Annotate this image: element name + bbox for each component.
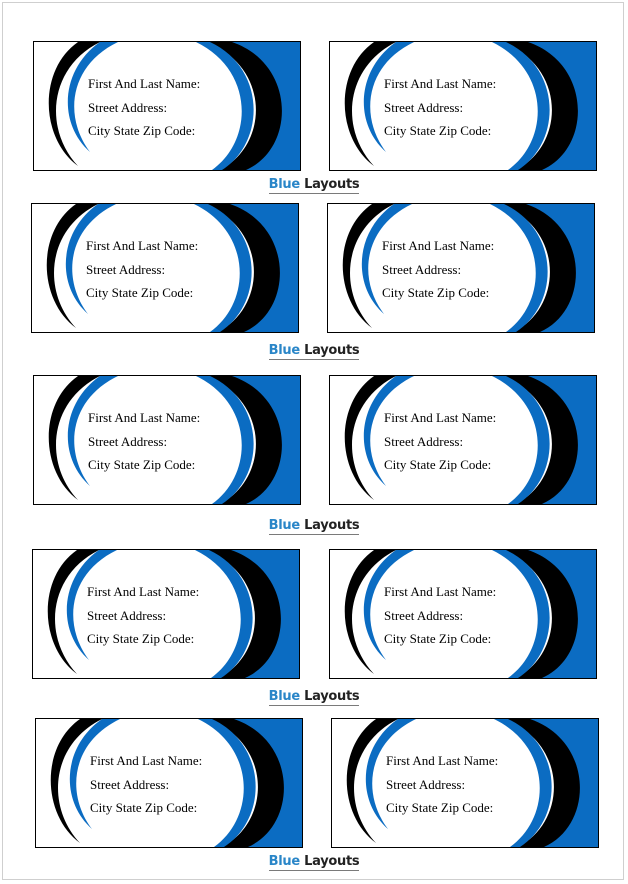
name-field-label: First And Last Name: [90,753,203,768]
street-field-label: Street Address: [86,261,166,277]
address-label [32,549,300,679]
address-label [329,41,597,171]
city-field-label: City State Zip Code: [88,457,196,472]
address-label [331,718,599,848]
name-field-label: First And Last Name: [382,238,495,253]
address-label [33,41,301,171]
name-field-label: First And Last Name: [386,753,499,768]
brand-logo: Blue Layouts [268,854,360,869]
brand-logo: Blue Layouts [268,177,360,192]
address-label [35,718,303,848]
city-field-label: City State Zip Code: [386,800,494,815]
street-field-label: Street Address: [384,99,464,115]
name-field-label: First And Last Name: [384,410,497,425]
street-field-label: Street Address: [87,607,167,623]
brand-logo: Blue Layouts [268,689,360,704]
address-label [329,375,597,505]
name-field-label: First And Last Name: [87,584,200,599]
city-field-label: City State Zip Code: [384,123,492,138]
city-field-label: City State Zip Code: [384,631,492,646]
address-label [31,203,299,333]
street-field-label: Street Address: [90,776,170,792]
city-field-label: City State Zip Code: [90,800,198,815]
brand-logo: Blue Layouts [268,343,360,358]
city-field-label: City State Zip Code: [382,285,490,300]
street-field-label: Street Address: [384,607,464,623]
name-field-label: First And Last Name: [88,410,201,425]
address-label [329,549,597,679]
city-field-label: City State Zip Code: [87,631,195,646]
street-field-label: Street Address: [384,433,464,449]
street-field-label: Street Address: [88,433,168,449]
city-field-label: City State Zip Code: [86,285,194,300]
street-field-label: Street Address: [88,99,168,115]
name-field-label: First And Last Name: [86,238,199,253]
address-label [327,203,595,333]
street-field-label: Street Address: [386,776,466,792]
name-field-label: First And Last Name: [384,76,497,91]
brand-logo: Blue Layouts [268,518,360,533]
street-field-label: Street Address: [382,261,462,277]
address-label [33,375,301,505]
name-field-label: First And Last Name: [88,76,201,91]
city-field-label: City State Zip Code: [384,457,492,472]
city-field-label: City State Zip Code: [88,123,196,138]
name-field-label: First And Last Name: [384,584,497,599]
